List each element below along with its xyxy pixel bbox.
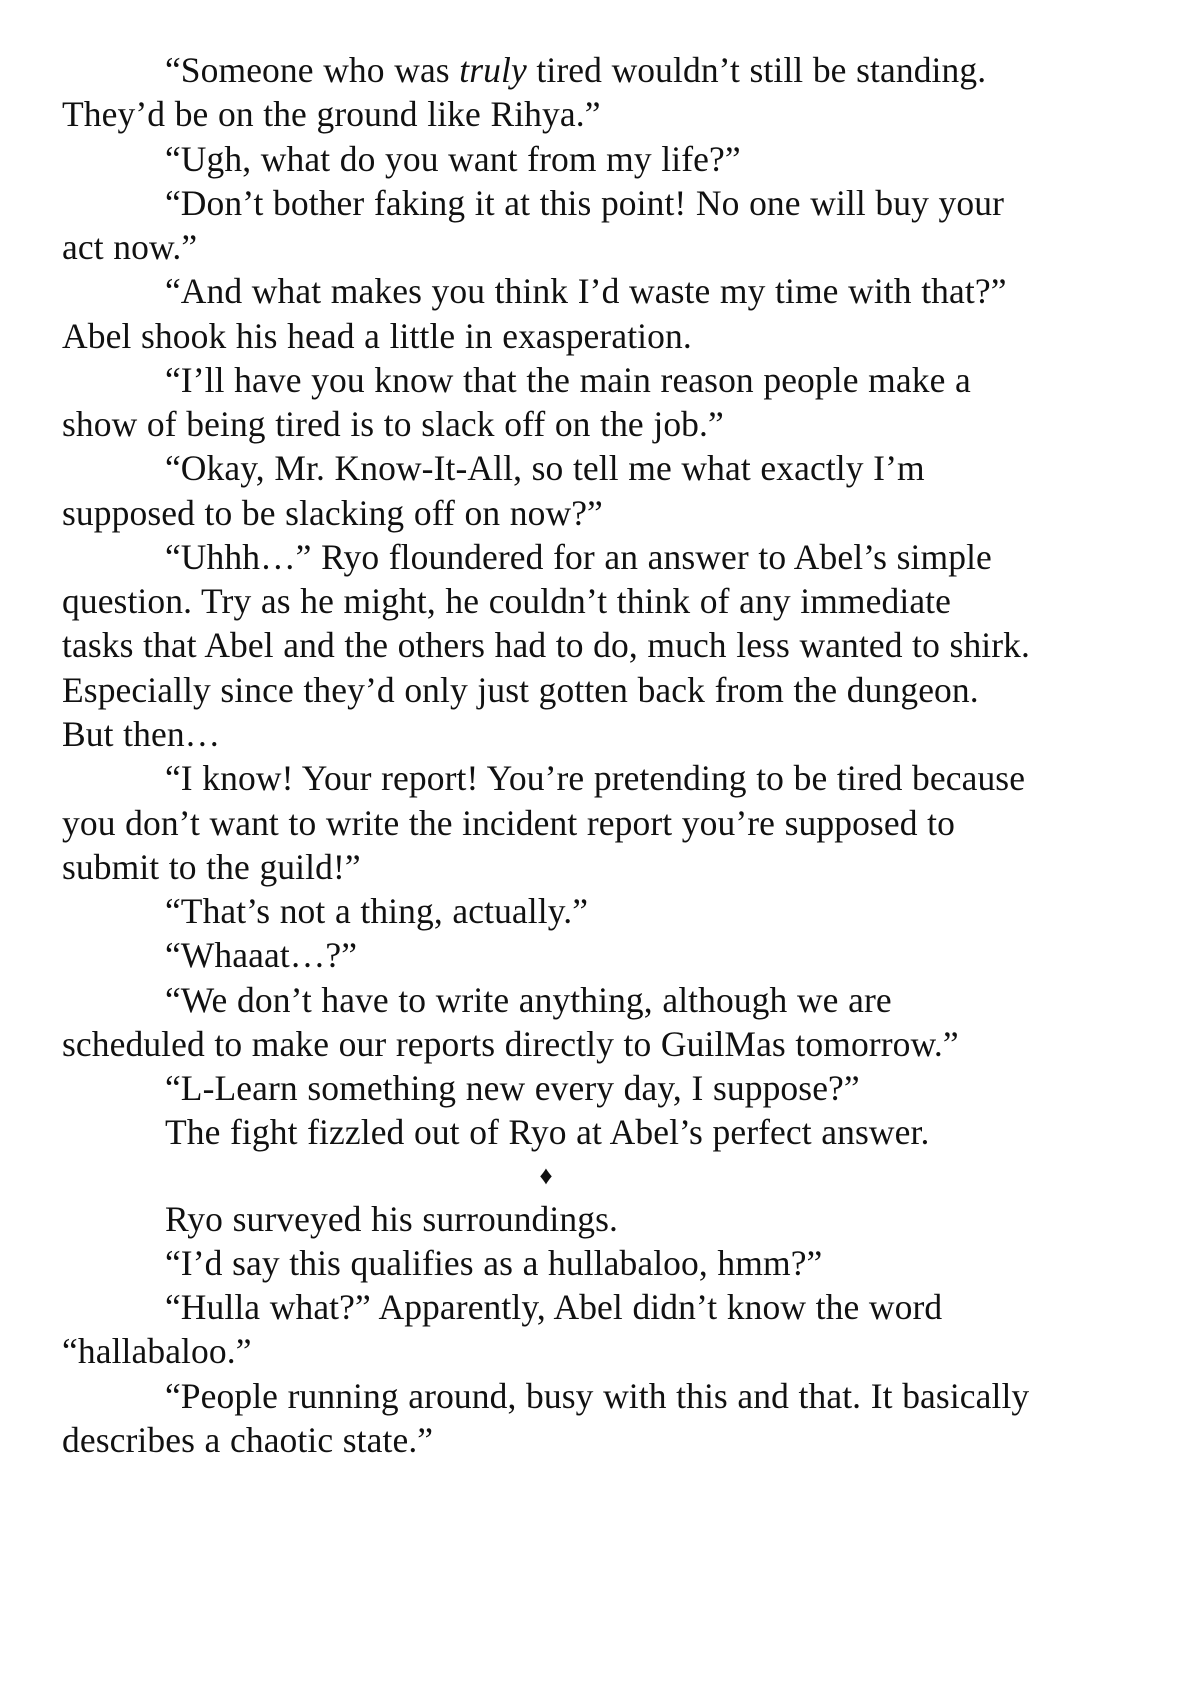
- text-run: tired wouldn’t still be standing. They’d be on the ground like Rihya.”: [62, 50, 987, 135]
- paragraph: “That’s not a thing, actually.”: [164, 891, 589, 932]
- paragraph: “L-Learn something new every day, I suppose?”: [164, 1068, 860, 1109]
- scene-break-ornament: [62, 1160, 1030, 1191]
- paragraph: “Hulla what?” Apparently, Abel didn’t know the word “hallabaloo.”: [62, 1287, 943, 1372]
- page-body: [62, 48, 1030, 1462]
- paragraph: “Don’t bother faking it at this point! No one will buy your act now.”: [62, 182, 1005, 268]
- paragraph: “I’d say this qualifies as a hullabaloo, hmm?”: [164, 1242, 823, 1283]
- paragraph: “Uhhh…” Ryo floundered for an answer to Abel’s simple question. Try as he might, he couldn’t think of any immediate tasks that Abel and the others had to do, much less wanted to shirk. Especially since they’d only just gotten back from the dungeon. But then…: [62, 536, 1031, 754]
- paragraph: The fight fizzled out of Ryo at Abel’s perfect answer.: [164, 1112, 930, 1153]
- paragraph: “Whaaat…?”: [164, 935, 358, 976]
- paragraph: “And what makes you think I’d waste my time with that?” Abel shook his head a little in exasperation.: [62, 271, 1007, 356]
- paragraph: “People running around, busy with this and that. It basically describes a chaotic state.”: [62, 1375, 1030, 1460]
- paragraph: [62, 48, 1030, 137]
- paragraph: “Ugh, what do you want from my life?”: [164, 138, 741, 179]
- paragraph: “Okay, Mr. Know-It-All, so tell me what exactly I’m supposed to be slacking off on now?”: [62, 448, 925, 533]
- paragraph: “We don’t have to write anything, although we are scheduled to make our reports directly to GuilMas tomorrow.”: [62, 979, 959, 1064]
- diamond-icon: ♦: [539, 1160, 553, 1190]
- paragraph: “I know! Your report! You’re pretending to be tired because you don’t want to write the incident report you’re supposed to submit to the guild!”: [62, 758, 1026, 887]
- italic-text-run: truly: [459, 50, 527, 90]
- text-run: “Someone who was: [164, 50, 460, 90]
- paragraph: “I’ll have you know that the main reason people make a show of being tired is to slack off on the job.”: [62, 359, 971, 445]
- paragraph: Ryo surveyed his surroundings.: [164, 1198, 618, 1239]
